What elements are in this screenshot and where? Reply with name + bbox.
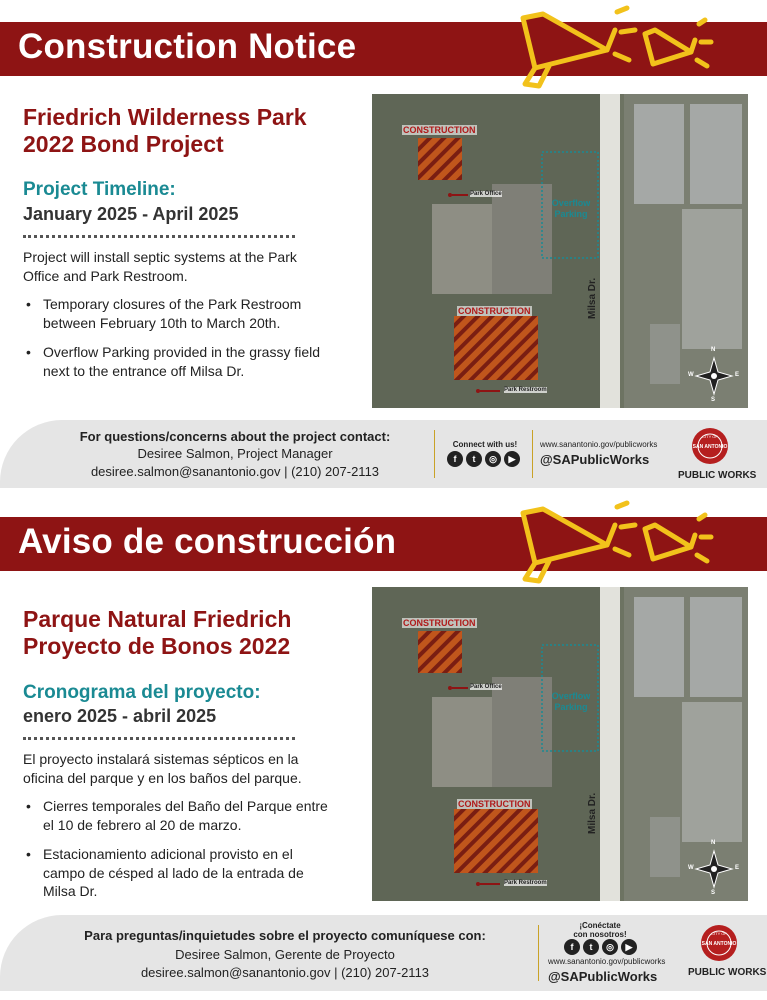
compass-s: S [711,890,716,896]
connect-text [560,921,640,939]
project-description [23,248,328,391]
dotted-divider [23,737,295,740]
twitter-icon[interactable]: t [466,451,482,467]
bullet-item: • Overflow Parking provided in the grassy field next to the entrance off Milsa Dr. [23,343,328,380]
seal-line2: SAN ANTONIO [692,444,728,450]
compass-e: E [735,372,740,378]
park-restroom-label: Park Restroom [504,387,547,393]
compass-w: W [688,372,694,378]
seal-line1: CITY OF [711,931,727,936]
compass-w: W [688,865,694,871]
divider [538,925,539,981]
contact-bar [0,915,767,991]
compass-s: S [711,397,716,403]
facebook-icon[interactable]: f [564,939,580,955]
instagram-icon[interactable]: ◎ [602,939,618,955]
bullet-item: • Temporary closures of the Park Restroom between February 10th to March 20th. [23,295,328,332]
website-link[interactable]: www.sanantonio.gov/publicworks [548,957,666,966]
contact-name: Desiree Salmon, Project Manager [137,446,333,461]
overflow-parking-label [546,691,596,713]
bullet-item: • Estacionamiento adicional provisto en el campo de césped al lado de la entrada de Milsa Dr. [23,845,328,901]
instagram-icon[interactable]: ◎ [485,451,501,467]
contact-name: Desiree Salmon, Gerente de Proyecto [175,947,395,962]
timeline-dates: enero 2025 - abril 2025 [23,706,217,726]
contact-bar [0,420,767,488]
banner-title: Aviso de construcción [18,522,397,561]
bullet-list [23,797,328,901]
project-title-line2: 2022 Bond Project [23,131,224,157]
contact-heading: For questions/concerns about the project contact: [79,429,391,444]
project-title-line1: Friedrich Wilderness Park [23,104,307,130]
overflow-line2: Parking [554,702,588,712]
social-handle[interactable]: @SAPublicWorks [540,452,650,467]
social-icons [447,451,520,467]
construction-label: CONSTRUCTION [458,306,531,316]
project-description [23,750,328,912]
banner-title: Construction Notice [18,27,357,66]
timeline-label: Cronograma del proyecto: [23,682,261,703]
contact-info[interactable]: desiree.salmon@sanantonio.gov | (210) 207-2113 [140,965,430,980]
timeline-dates: January 2025 - April 2025 [23,204,239,224]
divider [532,430,533,478]
road-label: Milsa Dr. [587,277,598,319]
connect-line2: con nosotros! [573,930,627,939]
divider [434,430,435,478]
public-works-text: PUBLIC WORKS [688,967,767,978]
project-title-line1: Parque Natural Friedrich [23,606,292,632]
facebook-icon[interactable]: f [447,451,463,467]
construction-label: CONSTRUCTION [458,799,531,809]
bullet-item: • Cierres temporales del Baño del Parque entre el 10 de febrero al 20 de marzo. [23,797,328,834]
youtube-icon[interactable]: ▶ [504,451,520,467]
overflow-line2: Parking [554,209,588,219]
city-seal-icon [690,426,730,466]
connect-text: Connect with us! [452,440,518,449]
contact-heading: Para preguntas/inquietudes sobre el proyecto comuníquese con: [84,928,486,943]
city-seal-icon [699,923,739,963]
social-handle[interactable]: @SAPublicWorks [548,969,658,984]
road-label: Milsa Dr. [587,792,598,834]
project-title [23,606,291,660]
contact-info[interactable]: desiree.salmon@sanantonio.gov | (210) 207-2113 [90,464,380,479]
megaphone-icon [515,497,755,587]
seal-line1: CITY OF [702,434,718,439]
compass-n: N [711,347,716,353]
overflow-line1: Overflow [551,691,591,701]
project-title-line2: Proyecto de Bonos 2022 [23,633,291,659]
connect-line1: ¡Conéctate [579,921,621,930]
bullet-list [23,295,328,380]
dotted-divider [23,235,295,238]
overflow-line1: Overflow [551,198,591,208]
twitter-icon[interactable]: t [583,939,599,955]
park-office-label: Park Office [470,684,502,690]
construction-label: CONSTRUCTION [403,618,476,628]
website-link[interactable]: www.sanantonio.gov/publicworks [540,440,658,449]
timeline-label: Project Timeline: [23,179,176,200]
project-title [23,104,307,158]
compass-n: N [711,840,716,846]
intro-text: Project will install septic systems at the Park Office and Park Restroom. [23,249,297,284]
compass-e: E [735,865,740,871]
site-map [372,94,748,408]
overflow-parking-label [546,198,596,220]
intro-text: El proyecto instalará sistemas sépticos en la oficina del parque y en los baños del parque. [23,751,302,786]
park-restroom-label: Park Restroom [504,880,547,886]
megaphone-icon [515,4,755,90]
social-icons [564,939,637,955]
map-graphic [372,94,748,408]
youtube-icon[interactable]: ▶ [621,939,637,955]
map-graphic [372,587,748,901]
construction-label: CONSTRUCTION [403,125,476,135]
public-works-text: PUBLIC WORKS [678,470,757,481]
seal-line2: SAN ANTONIO [701,941,737,947]
site-map [372,587,748,901]
park-office-label: Park Office [470,191,502,197]
